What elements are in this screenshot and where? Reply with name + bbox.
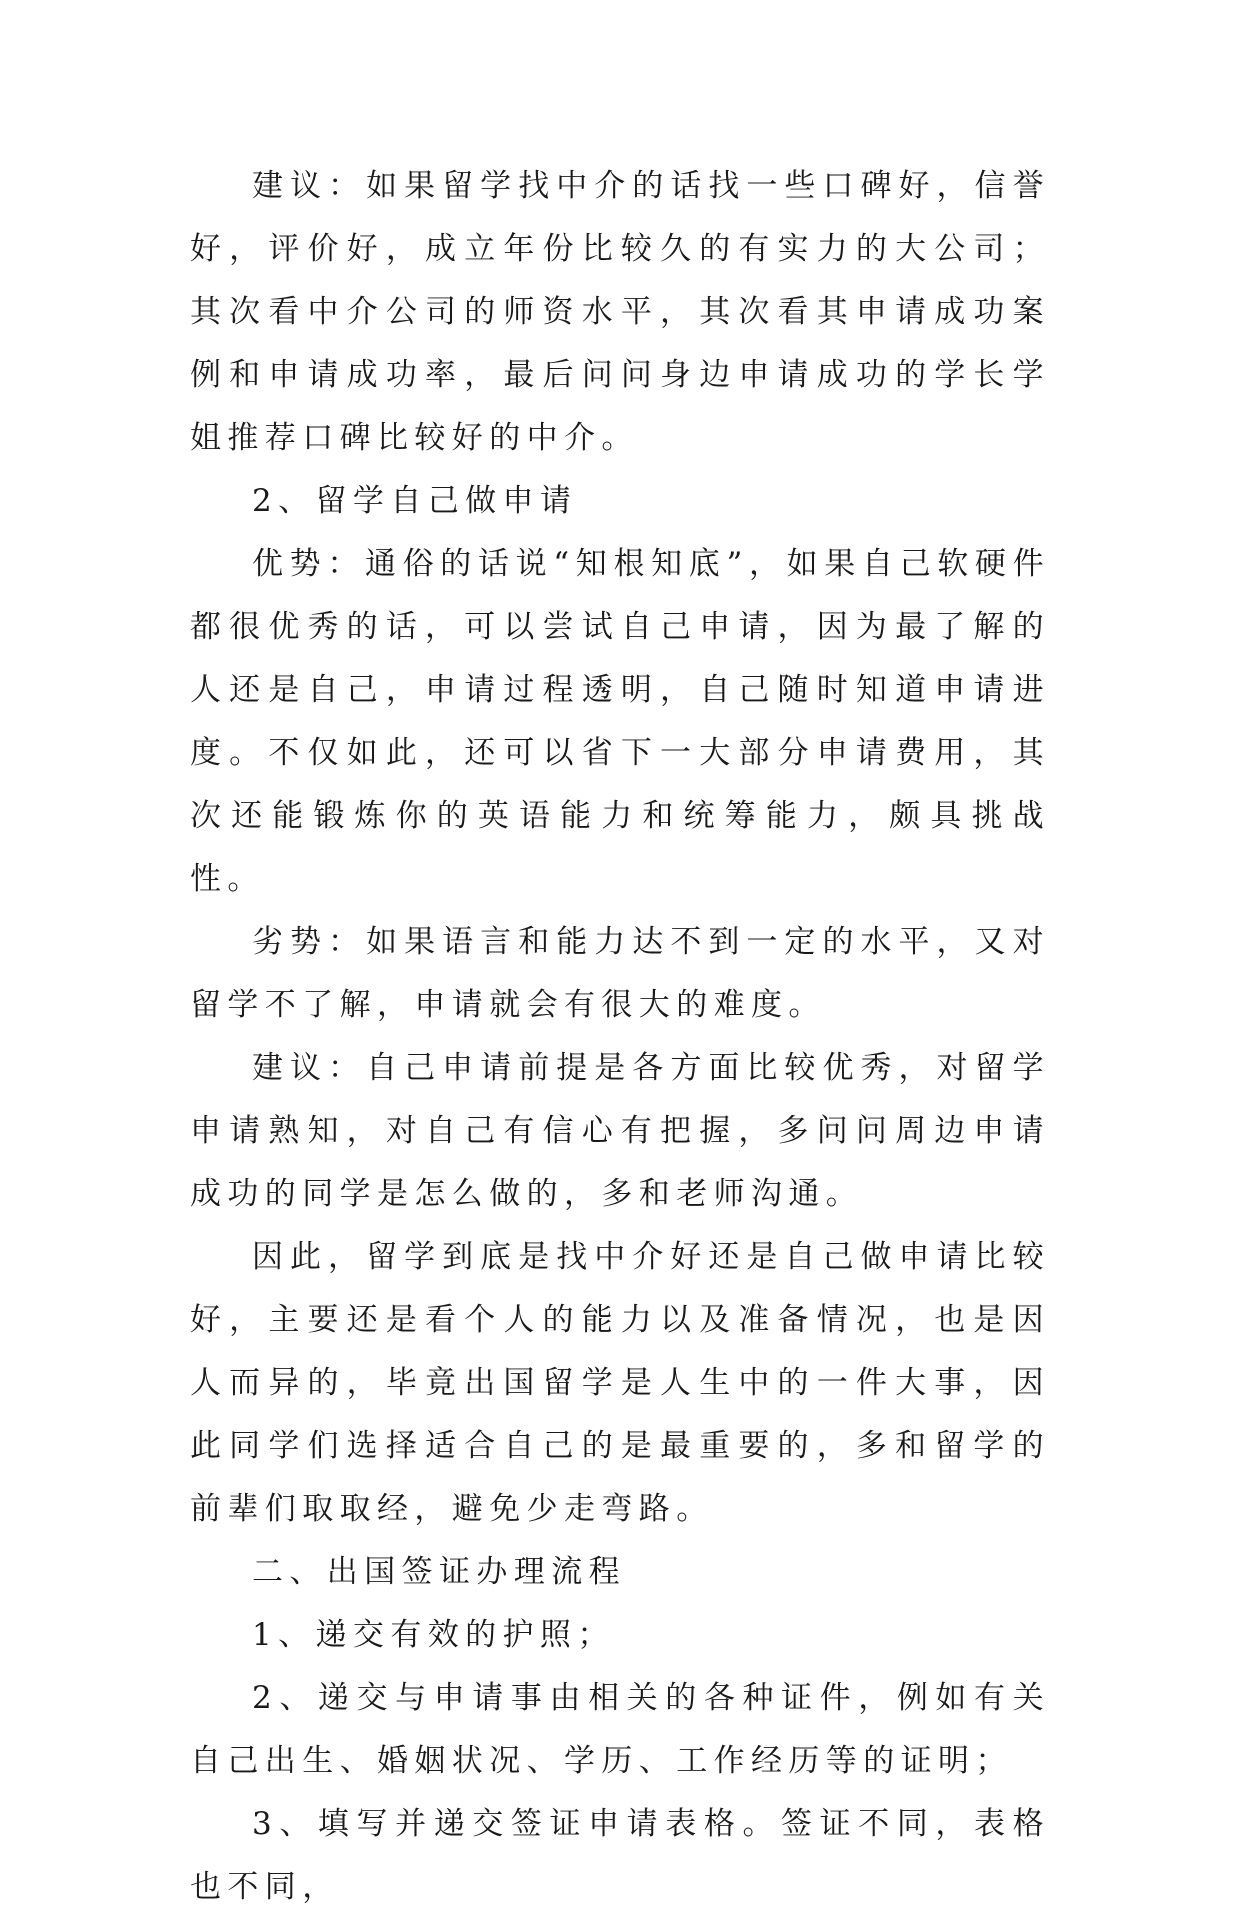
paragraph-disadvantages: 劣势：如果语言和能力达不到一定的水平，又对留学不了解，申请就会有很大的难度。: [190, 924, 1050, 1023]
list-item-passport: 1、递交有效的护照；: [252, 1617, 615, 1653]
heading-visa-process: 二、出国签证办理流程: [252, 1554, 626, 1590]
heading-self-application: 2、留学自己做申请: [252, 483, 578, 519]
paragraph-agency-advice: 建议：如果留学找中介的话找一些口碑好，信誉好，评价好，成立年份比较久的有实力的大公司；其次看中介公司的师资水平，其次看其申请成功案例和申请成功率，最后问问身边申请成功的学长学姐推荐口碑比较好的中介。: [190, 168, 1050, 456]
paragraph-self-advice: 建议：自己申请前提是各方面比较优秀，对留学申请熟知，对自己有信心有把握，多问问周边申请成功的同学是怎么做的，多和老师沟通。: [190, 1050, 1050, 1212]
paragraph-conclusion: 因此，留学到底是找中介好还是自己做申请比较好，主要还是看个人的能力以及准备情况，也是因人而异的，毕竟出国留学是人生中的一件大事，因此同学们选择适合自己的是最重要的，多和留学的前辈们取取经，避免少走弯路。: [190, 1239, 1050, 1527]
list-item-application-form: 3、填写并递交签证申请表格。签证不同，表格也不同，: [190, 1806, 1050, 1905]
list-item-documents: 2、递交与申请事由相关的各种证件，例如有关自己出生、婚姻状况、学历、工作经历等的证明；: [190, 1680, 1050, 1779]
paragraph-advantages: 优势：通俗的话说“知根知底”，如果自己软硬件都很优秀的话，可以尝试自己申请，因为最了解的人还是自己，申请过程透明，自己随时知道申请进度。不仅如此，还可以省下一大部分申请费用，其次还能锻炼你的英语能力和统筹能力，颇具挑战性。: [190, 546, 1050, 897]
document-body: [190, 155, 1050, 1919]
